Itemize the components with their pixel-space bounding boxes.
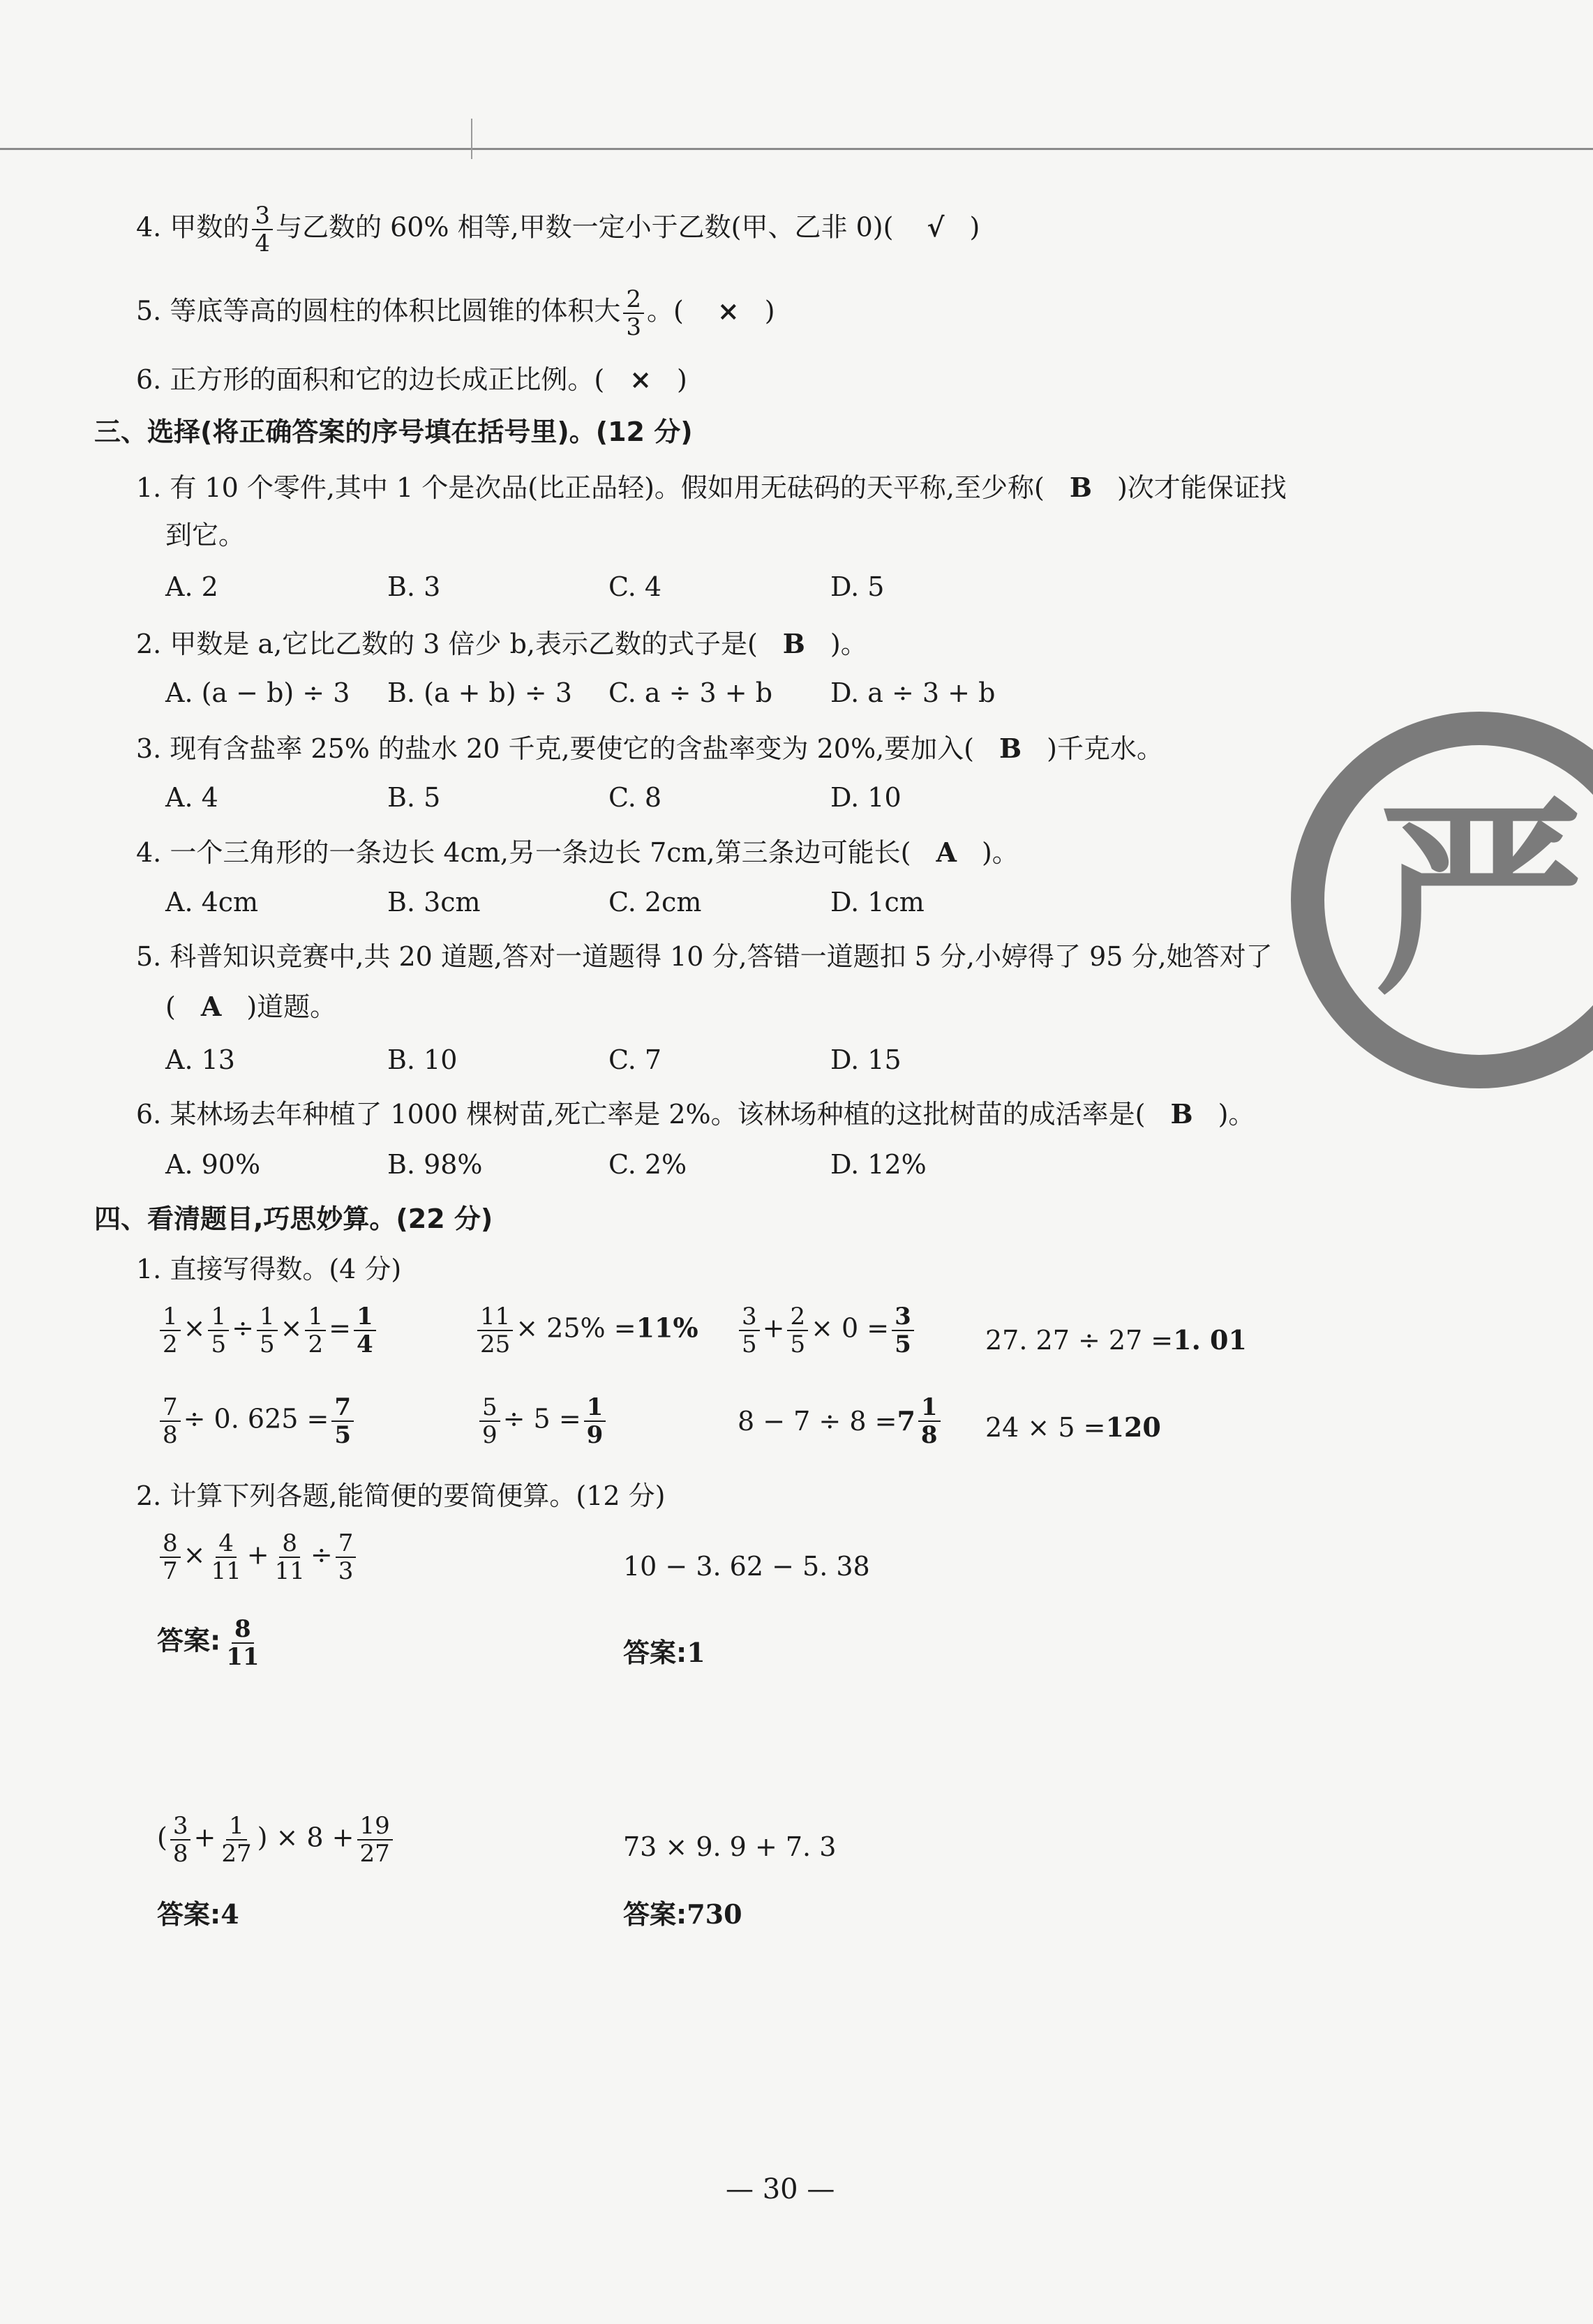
- answer-mark: A: [200, 991, 222, 1022]
- calc-3: ( $\frac{3}{8}$ + $\frac{1}{27}$ ) × 8 + $\frac{19}{27}$: [157, 1814, 396, 1866]
- expr-6: $\frac{5}{9}$ ÷ 5 = $\frac{1}{9}$: [477, 1395, 608, 1447]
- calc-2-answer: 答案:1: [623, 1637, 705, 1668]
- choice-q6: 6. 某林场去年种植了 1000 棵树苗,死亡率是 2%。该林场种植的这批树苗的成活率是( B )。: [136, 1098, 1255, 1130]
- answer-mark: B: [782, 628, 805, 659]
- answer-mark: √: [927, 211, 945, 243]
- calc-1-answer: 答案: $\frac{8}{11}$: [157, 1615, 260, 1671]
- expr-7: 8 − 7 ÷ 8 = 7 $\frac{1}{8}$: [738, 1395, 943, 1447]
- expr-4: 27. 27 ÷ 27 =1. 01: [985, 1324, 1247, 1356]
- answer: 11%: [636, 1312, 698, 1344]
- answer-mark: B: [1069, 472, 1092, 503]
- option-c: C. 8: [608, 782, 662, 813]
- option-b: B. 98%: [387, 1149, 483, 1180]
- choice-q5-line2: ( A )道题。: [165, 991, 337, 1022]
- choice-q4: 4. 一个三角形的一条边长 4cm,另一条边长 7cm,第三条边可能长( A )。: [136, 837, 1019, 868]
- choice-q1-line2: 到它。: [165, 520, 246, 550]
- option-a: A. 13: [165, 1044, 235, 1075]
- answer: $\frac{3}{5}$: [892, 1305, 914, 1356]
- answer-mark: ×: [629, 363, 652, 395]
- option-b: B. 3: [387, 571, 441, 602]
- section3-title: 三、选择(将正确答案的序号填在括号里)。(12 分): [94, 417, 693, 447]
- option-a: A. 2: [165, 571, 218, 602]
- calc-3-answer: 答案:4: [157, 1898, 239, 1930]
- option-b: B. 10: [387, 1044, 458, 1075]
- option-a: A. 4cm: [165, 887, 259, 917]
- choice-q2: 2. 甲数是 a,它比乙数的 3 倍少 b,表示乙数的式子是( B )。: [136, 628, 867, 659]
- judge-q6: 6. 正方形的面积和它的边长成正比例。( × ): [136, 363, 687, 395]
- expr-3: $\frac{3}{5}$ + $\frac{2}{5}$ × 0 = $\frac{3}{5}$: [736, 1305, 917, 1356]
- answer-mark: A: [936, 837, 957, 868]
- choice-q1: 1. 有 10 个零件,其中 1 个是次品(比正品轻)。假如用无砝码的天平称,至少称( B )次才能保证找: [136, 472, 1287, 503]
- part1-title: 1. 直接写得数。(4 分): [136, 1254, 402, 1284]
- expr-2: $\frac{11}{25}$ × 25% =11%: [474, 1305, 698, 1356]
- option-c: C. 2cm: [608, 887, 702, 917]
- answer: $\frac{7}{5}$: [331, 1395, 354, 1447]
- judge-q5: 5. 等底等高的圆柱的体积比圆锥的体积大 $\frac{2}{3}$ 。( × ): [136, 285, 775, 341]
- expr-1: $\frac{1}{2}$ × $\frac{1}{5}$ ÷ $\frac{1}{5}$ × $\frac{1}{2}$ = $\frac{1}{4}$: [157, 1305, 379, 1356]
- calc-4-answer: 答案:730: [623, 1898, 742, 1930]
- calc-1: $\frac{8}{7}$ × $\frac{4}{11}$ + $\frac{8}{11}$ ÷ $\frac{7}{3}$: [157, 1531, 359, 1583]
- choice-q5: 5. 科普知识竞赛中,共 20 道题,答对一道题得 10 分,答错一道题扣 5 分,小婷得了 95 分,她答对了: [136, 941, 1273, 972]
- option-d: D. 5: [830, 571, 885, 602]
- option-a: A. 4: [165, 782, 218, 813]
- section4-title: 四、看清题目,巧思妙算。(22 分): [94, 1204, 493, 1234]
- calc-2: 10 − 3. 62 − 5. 38: [623, 1551, 870, 1582]
- judge-q4: 4. 甲数的 $\frac{3}{4}$ 与乙数的 60% 相等,甲数一定小于乙数(甲、乙非 0)( √ ): [136, 202, 980, 257]
- page-number: — 30 —: [726, 2173, 835, 2205]
- answer-mark: B: [1170, 1098, 1193, 1130]
- answer: 1. 01: [1173, 1324, 1247, 1356]
- answer: 120: [1105, 1411, 1161, 1443]
- option-c: C. 4: [608, 571, 662, 602]
- part2-title: 2. 计算下列各题,能简便的要简便算。(12 分): [136, 1480, 666, 1511]
- option-d: D. 12%: [830, 1149, 927, 1180]
- seal-text: 严: [1375, 779, 1584, 1023]
- option-a: A. (a − b) ÷ 3: [165, 677, 350, 708]
- answer: 7 $\frac{1}{8}$: [897, 1395, 943, 1447]
- option-c: C. 7: [608, 1044, 662, 1075]
- option-d: D. 10: [830, 782, 902, 813]
- answer-mark: B: [999, 733, 1022, 764]
- answer: $\frac{1}{4}$: [354, 1305, 376, 1356]
- option-d: D. a ÷ 3 + b: [830, 677, 996, 708]
- option-c: C. 2%: [608, 1149, 687, 1180]
- choice-q3: 3. 现有含盐率 25% 的盐水 20 千克,要使它的含盐率变为 20%,要加入( B )千克水。: [136, 733, 1163, 764]
- calc-4: 73 × 9. 9 + 7. 3: [623, 1831, 837, 1862]
- expr-5: $\frac{7}{8}$ ÷ 0. 625 = $\frac{7}{5}$: [157, 1395, 357, 1447]
- stamp-seal-icon: [1284, 705, 1593, 1095]
- option-b: B. 3cm: [387, 887, 481, 917]
- answer-mark: ×: [717, 294, 740, 327]
- option-d: D. 15: [830, 1044, 902, 1075]
- header-rule: [0, 148, 1593, 150]
- crop-mark: [471, 119, 472, 159]
- expr-8: 24 × 5 =120: [985, 1411, 1161, 1443]
- answer: $\frac{1}{9}$: [584, 1395, 606, 1447]
- option-b: B. 5: [387, 782, 441, 813]
- option-d: D. 1cm: [830, 887, 925, 917]
- option-c: C. a ÷ 3 + b: [608, 677, 773, 708]
- option-b: B. (a + b) ÷ 3: [387, 677, 572, 708]
- option-a: A. 90%: [165, 1149, 261, 1180]
